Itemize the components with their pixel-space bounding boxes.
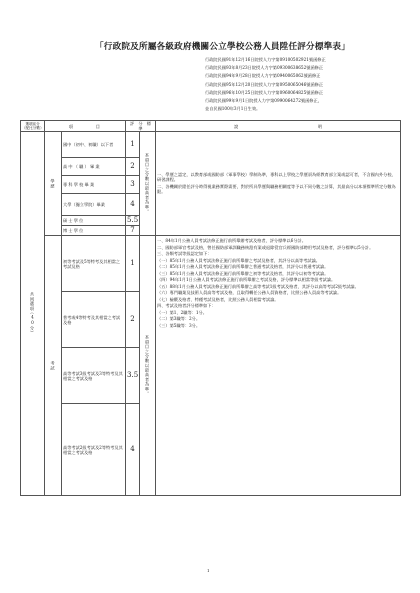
education-score: 7 [126, 226, 140, 236]
amendment-note: 行政院民國96年10月25日院授人力字第0960064825號函修正 [205, 89, 324, 95]
exam-item: 初等考試及5等特考及其相當之考試及格 [62, 236, 126, 292]
exam-item: 普考或4等特考及其相當之考試及格 [62, 292, 126, 348]
exam-note: （七）檢覈及格者、特種考試及格者，比照公務人員相當考試論。 [157, 296, 279, 302]
education-score: 5.5 [127, 216, 139, 224]
education-item: 大學（獨立學院）畢業 [62, 194, 126, 216]
amendment-note: 並自民國100年3月1日生效。 [205, 106, 261, 112]
education-label: 學歷 [50, 178, 56, 189]
exam-note: 三、各類考試等級認定如下： [157, 251, 212, 256]
exam-note: （六）專門職業及技術人員高等考試及格，且取得轉任公務人員資格者，比照公務人員高等考試論。 [157, 290, 342, 295]
education-standard-cell [140, 132, 156, 236]
common-weight: （40分） [30, 310, 35, 336]
education-score: 4 [126, 194, 140, 216]
table-row [21, 132, 401, 158]
exam-score: 2 [126, 292, 140, 348]
education-item: 國中（初中、初職）以下者 [62, 132, 126, 158]
exam-score: 1 [126, 236, 140, 292]
exam-note: （二）85年1月公務人員考試法修正施行前所舉辦之普通考試及格者，其評分以普通考試論。 [157, 264, 329, 269]
exam-item: 高等考試2級考試及2等特考及其相當之考試及格 [62, 404, 126, 496]
common-category-cell [21, 132, 45, 496]
amendment-note: 行政院民國91年12月16日院授人力字第09100502921號函修正 [205, 57, 326, 62]
education-note: 二、各機關於陞任評分時得視業務實際需要，對於所具學歷與職務相關度等予以不同分數之計算，其最高分以本項標準所定分數為限。 [157, 183, 396, 194]
exam-note: 一、84年1月公務人員考試法修正施行前所舉辦考試及格者，評分標準以6分計。 [157, 238, 306, 243]
exam-label-cell [45, 236, 62, 496]
amendment-note: 行政院民國95年12月20日院授人力字第0950065046號函修正 [205, 81, 324, 87]
scoring-table [20, 120, 401, 496]
exam-note: （三）第5職等：3分。 [157, 322, 201, 328]
education-score: 3 [126, 176, 140, 194]
header-standard: 評 分 標 準 [126, 121, 156, 132]
document-title: 「行政院及所屬各級政府機關公立學校公務人員陞任評分標準表」 [95, 42, 351, 52]
exam-standard: 本項目之分數以最高者為準。 [145, 335, 151, 396]
header-note: 說 明 [156, 121, 401, 132]
education-item: 高中（職）畢業 [62, 158, 126, 176]
exam-note: （五）88年1月公務人員考試法修正施行前所舉辦之高等考試1級考試及格者，其評分以高等考試2級考試論。 [157, 283, 359, 289]
amendment-note: 行政院民國93年8月23日院授人力字第09300638652號函修正 [205, 65, 324, 71]
header-item: 項 目 [45, 121, 126, 132]
common-label: 共同選項 [30, 291, 35, 311]
header-category: 選項區分（配比分數） [22, 122, 44, 130]
exam-standard-cell [140, 236, 156, 496]
table-row [21, 236, 401, 292]
exam-note: 四、考試及格者評分標準如下： [157, 303, 216, 308]
education-item: 碩士學位 [62, 216, 126, 226]
exam-score: 3.5 [126, 348, 140, 404]
education-note: 一、學歷之認定，以教育部或國防部（軍事學校）學制為準，專科以上學校之學歷須為經教育部立案或認可者，不含國內外分校、研習課程。 [157, 172, 396, 182]
exam-label: 考試 [50, 360, 56, 371]
amendment-notes [205, 56, 326, 113]
education-label-cell [45, 132, 62, 236]
exam-note: （一）第1、2職等：1分。 [157, 309, 207, 315]
exam-note: （三）85年1月公務人員考試法修正施行前所舉辦之初等考試及格者，其評分以初等考試論。 [157, 270, 329, 276]
education-score: 1 [126, 132, 140, 158]
exam-note: （一）85年1月公務人員考試法修正施行前所舉辦之考試及格者，其評分以高等考試論。 [157, 257, 320, 263]
education-standard: 本項目之分數以最高者為準。 [145, 153, 151, 214]
table-header-row [21, 121, 401, 132]
education-item: 專科學校畢業 [62, 176, 126, 194]
education-item: 博士學位 [62, 226, 126, 236]
exam-notes-cell [156, 236, 401, 496]
exam-note: （二）第3職等：2分。 [157, 316, 201, 321]
exam-note: 二、國防部軍官考試及格，曾任國防部軍訓職務核派有案或退除役官兵經國防部聘用考試及格者，評分標準以5分計。 [157, 244, 374, 250]
amendment-note: 行政院民國99年9月1日院授人力字第0990064272號函修正， [205, 98, 322, 104]
exam-item: 高等考試3級考試及3等特考及其相當之考試及格 [62, 348, 126, 404]
education-score: 2 [126, 158, 140, 176]
exam-score: 4 [126, 404, 140, 496]
education-notes-cell [156, 132, 401, 236]
exam-note: （四）94年1月1日公務人員考試法修正施行前所舉辦之考試及格，評分標準以相當等級考試論。 [157, 277, 336, 282]
page-number: 1 [207, 568, 210, 573]
amendment-note: 行政院民國94年9月28日院授人力字第0940065062號函修正 [205, 73, 321, 79]
